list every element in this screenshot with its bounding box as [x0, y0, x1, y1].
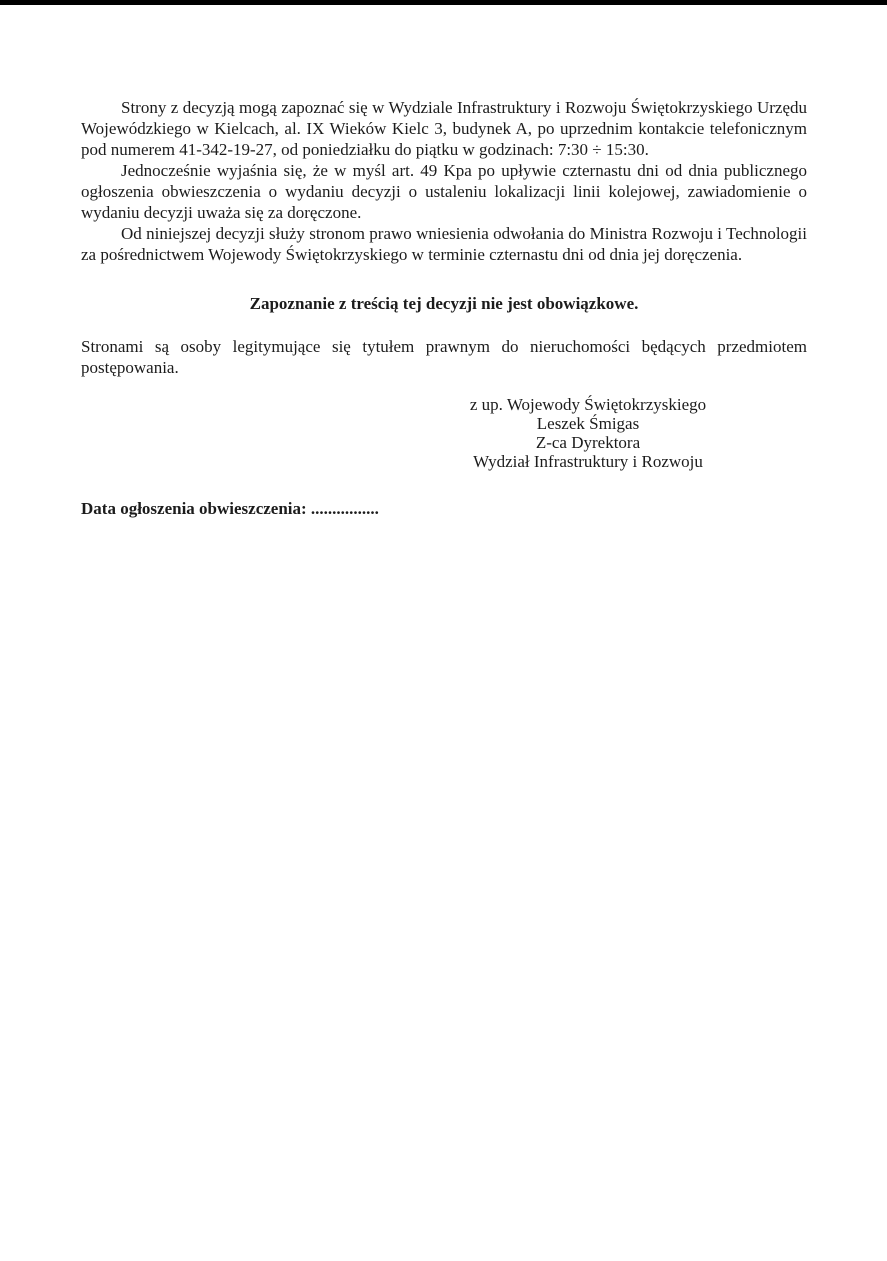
signature-title: Z-ca Dyrektora	[535, 433, 641, 452]
body-paragraph-contact-info: Strony z decyzją mogą zapoznać się w Wydziale Infrastruktury i Rozwoju Świętokrzyskiego Urzędu Wojewódzkiego w Kielcach, al. IX Wieków Kielc 3, budynek A, po uprzednim kontakcie telefonicznym pod numerem 41-342-19-27, od poniedziałku do piątku w godzinach: 7:30 ÷ 15:30.	[81, 98, 807, 159]
body-paragraph-art49-notice: Jednocześnie wyjaśnia się, że w myśl art. 49 Kpa po upływie czternastu dni od dnia publicznego ogłoszenia obwieszczenia o wydaniu decyzji o ustaleniu lokalizacji linii kolejowej, zawiadomienie o wydaniu decyzji uważa się za doręczone.	[81, 161, 807, 222]
body-paragraph-appeal-rights: Od niniejszej decyzji służy stronom prawo wniesienia odwołania do Ministra Rozwoju i Technologii za pośrednictwem Wojewody Świętokrzyskiego w terminie czternastu dni od dnia jej doręczenia.	[81, 224, 807, 264]
scan-top-edge	[0, 0, 887, 5]
signature-name: Leszek Śmigas	[536, 414, 640, 433]
bold-notice-line: Zapoznanie z treścią tej decyzji nie jest obowiązkowe.	[249, 294, 639, 313]
document-content	[81, 97, 807, 519]
signature-on-behalf-line: z up. Wojewody Świętokrzyskiego	[469, 395, 707, 414]
signature-block	[408, 395, 768, 471]
body-paragraph-parties: Stronami są osoby legitymujące się tytułem prawnym do nieruchomości będących przedmiotem postępowania.	[81, 337, 807, 377]
announcement-date-line: Data ogłoszenia obwieszczenia: ................	[81, 499, 379, 518]
signature-department: Wydział Infrastruktury i Rozwoju	[473, 452, 703, 471]
